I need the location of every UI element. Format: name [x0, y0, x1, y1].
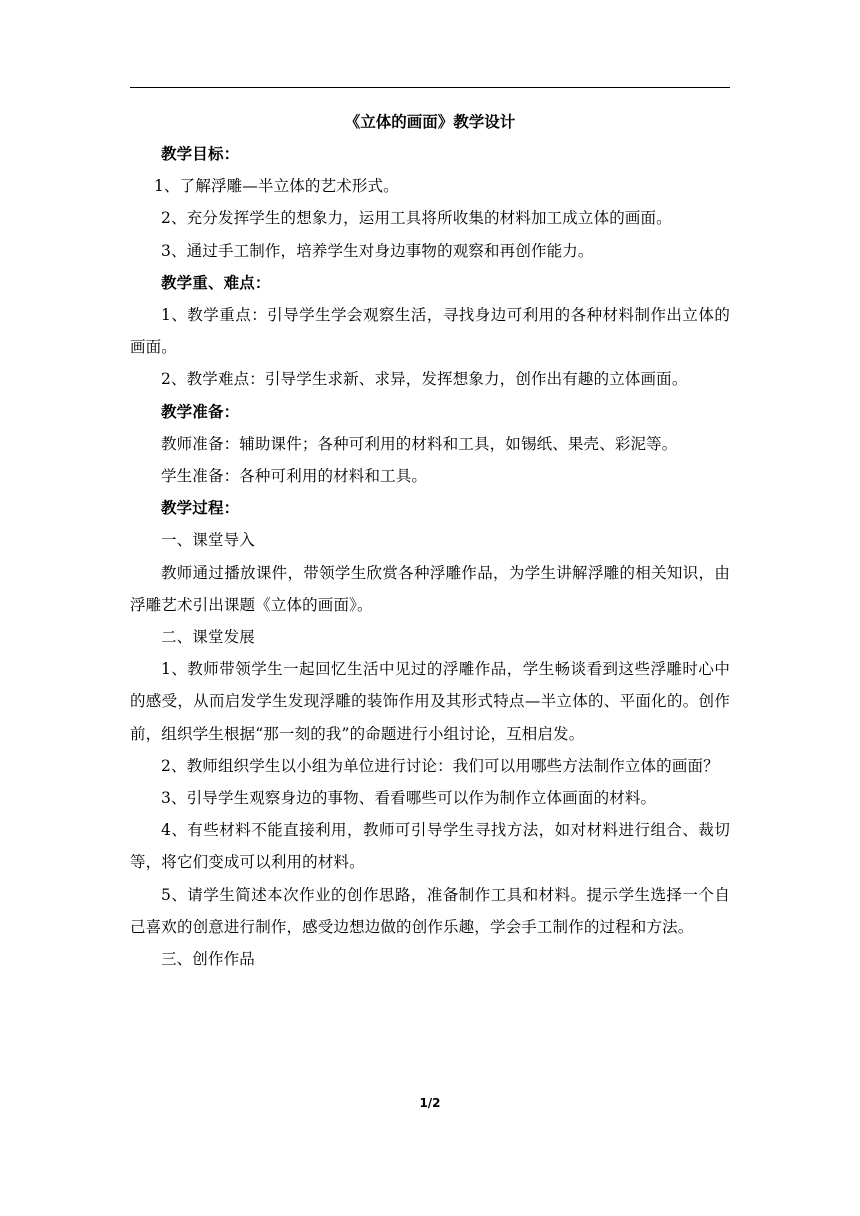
paragraph: 3、通过手工制作，培养学生对身边事物的观察和再创作能力。 — [161, 241, 594, 260]
paragraph: 4、有些材料不能直接利用，教师可引导学生寻找方法，如对材料进行组合、裁切等，将它们变成可以利用的材料。 — [130, 821, 730, 872]
paragraph: 1、了解浮雕—半立体的艺术形式。 — [154, 177, 399, 196]
heading-objectives: 教学目标： — [161, 144, 240, 163]
section-heading: 三、创作作品 — [161, 950, 255, 969]
section-heading: 二、课堂发展 — [161, 628, 255, 647]
paragraph: 学生准备：各种可利用的材料和工具。 — [161, 467, 428, 486]
heading-process: 教学过程： — [161, 498, 240, 518]
heading-key-points: 教学重、难点： — [161, 272, 271, 292]
document-body — [130, 106, 730, 975]
document-title: 《立体的画面》教学设计 — [344, 112, 516, 131]
paragraph: 1、教师带领学生一起回忆生活中见过的浮雕作品，学生畅谈看到这些浮雕时心中的感受，从而启发学生发现浮雕的装饰作用及其形式特点—半立体的、平面化的。创作前，组织学生根据“那一刻的我”的命题进行小组讨论，互相启发。 — [130, 660, 730, 743]
paragraph: 5、请学生简述本次作业的创作思路，准备制作工具和材料。提示学生选择一个自己喜欢的创意进行制作，感受边想边做的创作乐趣，学会手工制作的过程和方法。 — [130, 885, 730, 936]
section-heading: 一、课堂导入 — [161, 531, 255, 550]
heading-preparation: 教学准备： — [161, 401, 240, 421]
paragraph: 教师通过播放课件，带领学生欣赏各种浮雕作品，为学生讲解浮雕的相关知识，由浮雕艺术引出课题《立体的画面》。 — [130, 563, 730, 614]
header-rule — [130, 87, 730, 88]
paragraph: 2、教学难点：引导学生求新、求异，发挥想象力，创作出有趣的立体画面。 — [161, 370, 688, 389]
paragraph: 1、教学重点：引导学生学会观察生活，寻找身边可利用的各种材料制作出立体的画面。 — [130, 306, 730, 357]
paragraph: 2、教师组织学生以小组为单位进行讨论：我们可以用哪些方法制作立体的画面？ — [161, 756, 719, 775]
paragraph: 2、充分发挥学生的想象力，运用工具将所收集的材料加工成立体的画面。 — [161, 209, 672, 228]
paragraph: 3、引导学生观察身边的事物、看看哪些可以作为制作立体画面的材料。 — [161, 789, 657, 808]
paragraph: 教师准备：辅助课件；各种可利用的材料和工具，如锡纸、果壳、彩泥等。 — [161, 434, 678, 453]
page-number: 1/2 — [419, 1096, 441, 1110]
